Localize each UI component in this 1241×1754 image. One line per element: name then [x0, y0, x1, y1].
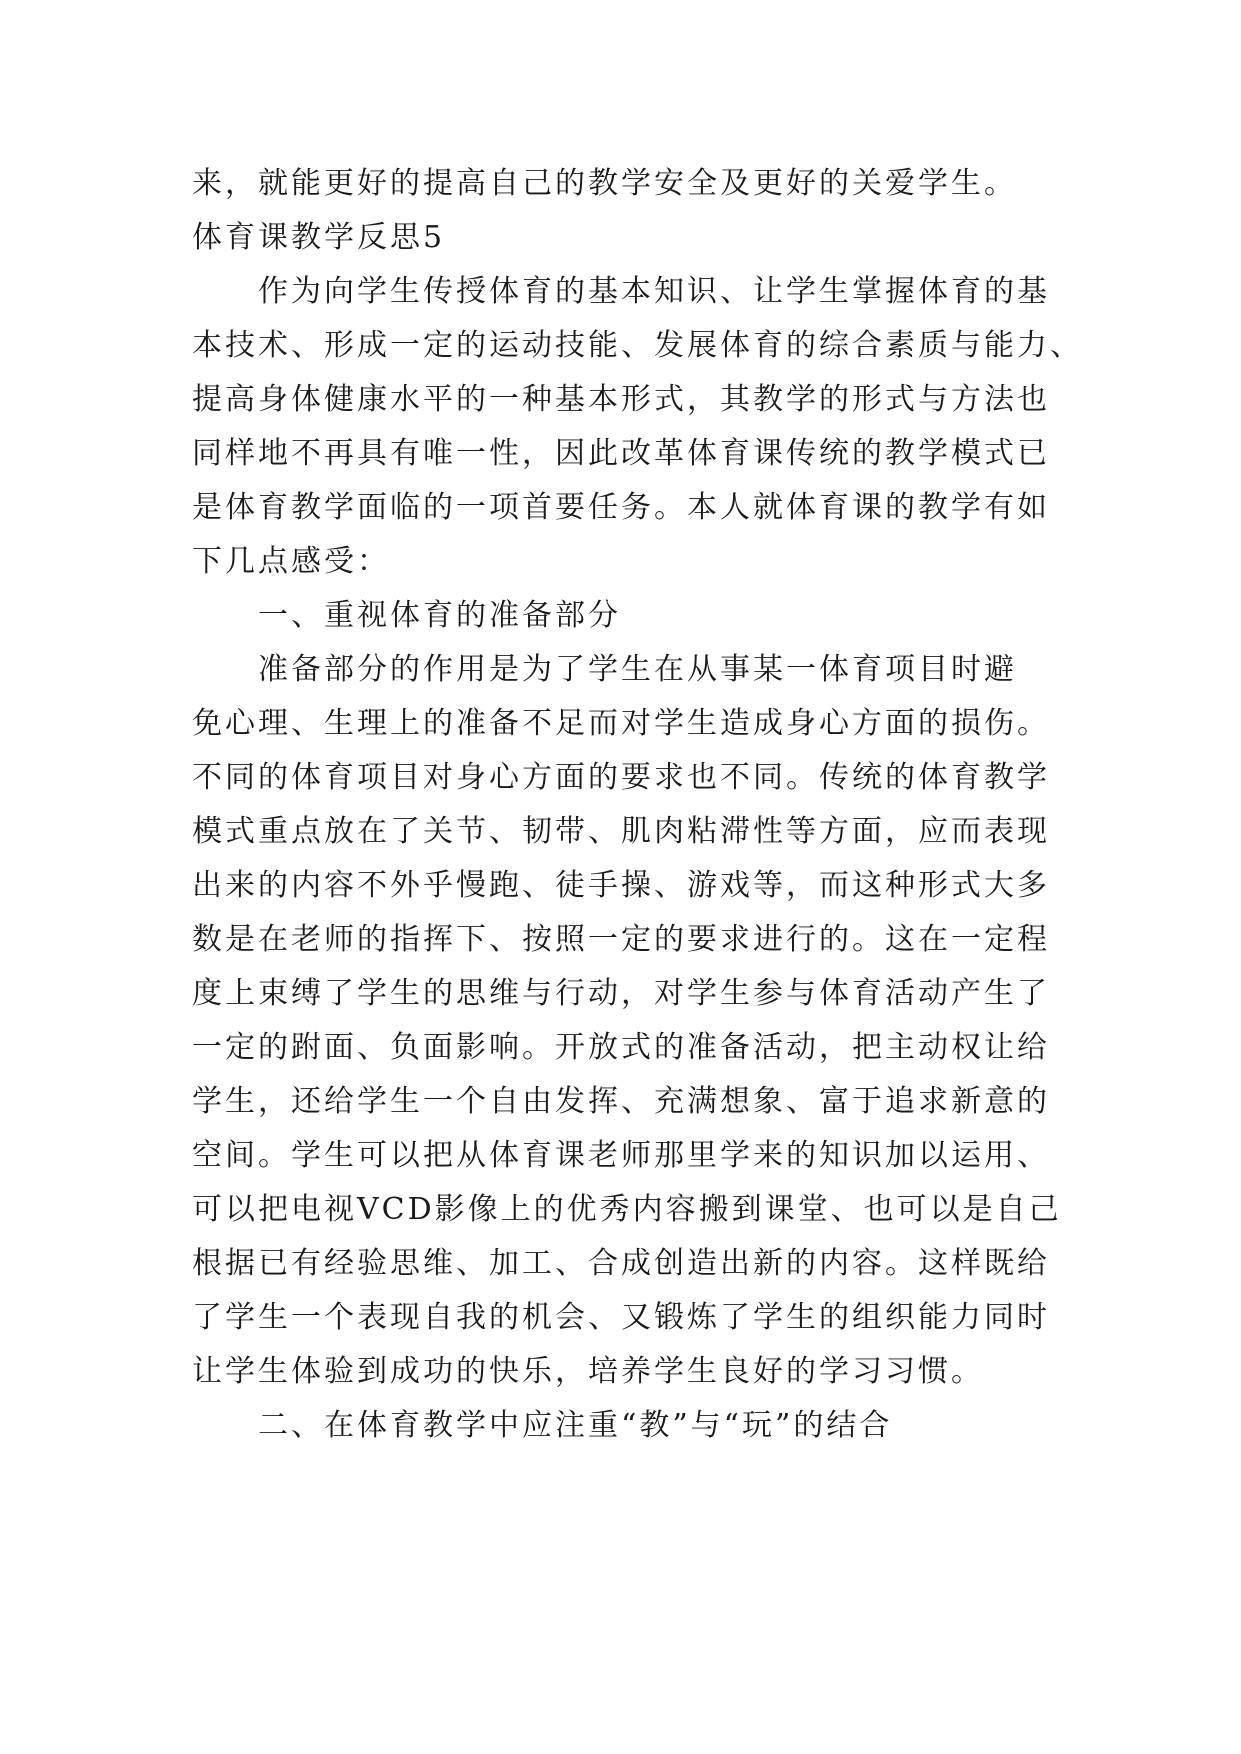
- text-line: 空间。学生可以把从体育课老师那里学来的知识加以运用、: [192, 1138, 1050, 1173]
- text-line: 来，就能更好的提高自己的教学安全及更好的关爱学生。: [192, 166, 1017, 201]
- text-line: 是体育教学面临的一项首要任务。本人就体育课的教学有如: [192, 490, 1050, 525]
- text-line: 出来的内容不外乎慢跑、徒手操、游戏等，而这种形式大多: [192, 868, 1050, 903]
- text-line: 准备部分的作用是为了学生在从事某一体育项目时避: [258, 652, 1017, 687]
- text-line: 度上束缚了学生的思维与行动，对学生参与体育活动产生了: [192, 976, 1050, 1011]
- text-line: 下几点感受：: [192, 544, 390, 579]
- text-line: 了学生一个表现自我的机会、又锻炼了学生的组织能力同时: [192, 1300, 1050, 1335]
- text-line: 根据已有经验思维、加工、合成创造出新的内容。这样既给: [192, 1246, 1050, 1281]
- text-line: 同样地不再具有唯一性，因此改革体育课传统的教学模式已: [192, 436, 1050, 471]
- text-line: 作为向学生传授体育的基本知识、让学生掌握体育的基: [258, 274, 1050, 309]
- text-line: 一定的跗面、负面影响。开放式的准备活动，把主动权让给: [192, 1030, 1050, 1065]
- text-line: 模式重点放在了关节、韧带、肌肉粘滞性等方面，应而表现: [192, 814, 1050, 849]
- text-line: 提高身体健康水平的一种基本形式，其教学的形式与方法也: [192, 382, 1050, 417]
- text-line: 可以把电视VCD影像上的优秀内容搬到课堂、也可以是自己: [192, 1192, 1062, 1227]
- subsection-heading: 二、在体育教学中应注重“教”与“玩”的结合: [258, 1408, 893, 1443]
- text-line: 不同的体育项目对身心方面的要求也不同。传统的体育教学: [192, 760, 1050, 795]
- text-line: 学生，还给学生一个自由发挥、充满想象、富于追求新意的: [192, 1084, 1050, 1119]
- section-heading: 体育课教学反思5: [192, 220, 446, 255]
- subsection-heading: 一、重视体育的准备部分: [258, 598, 621, 633]
- text-line: 本技术、形成一定的运动技能、发展体育的综合素质与能力、: [192, 328, 1083, 363]
- text-line: 数是在老师的指挥下、按照一定的要求进行的。这在一定程: [192, 922, 1050, 957]
- text-line: 免心理、生理上的准备不足而对学生造成身心方面的损伤。: [192, 706, 1050, 741]
- text-line: 让学生体验到成功的快乐，培养学生良好的学习习惯。: [192, 1354, 984, 1389]
